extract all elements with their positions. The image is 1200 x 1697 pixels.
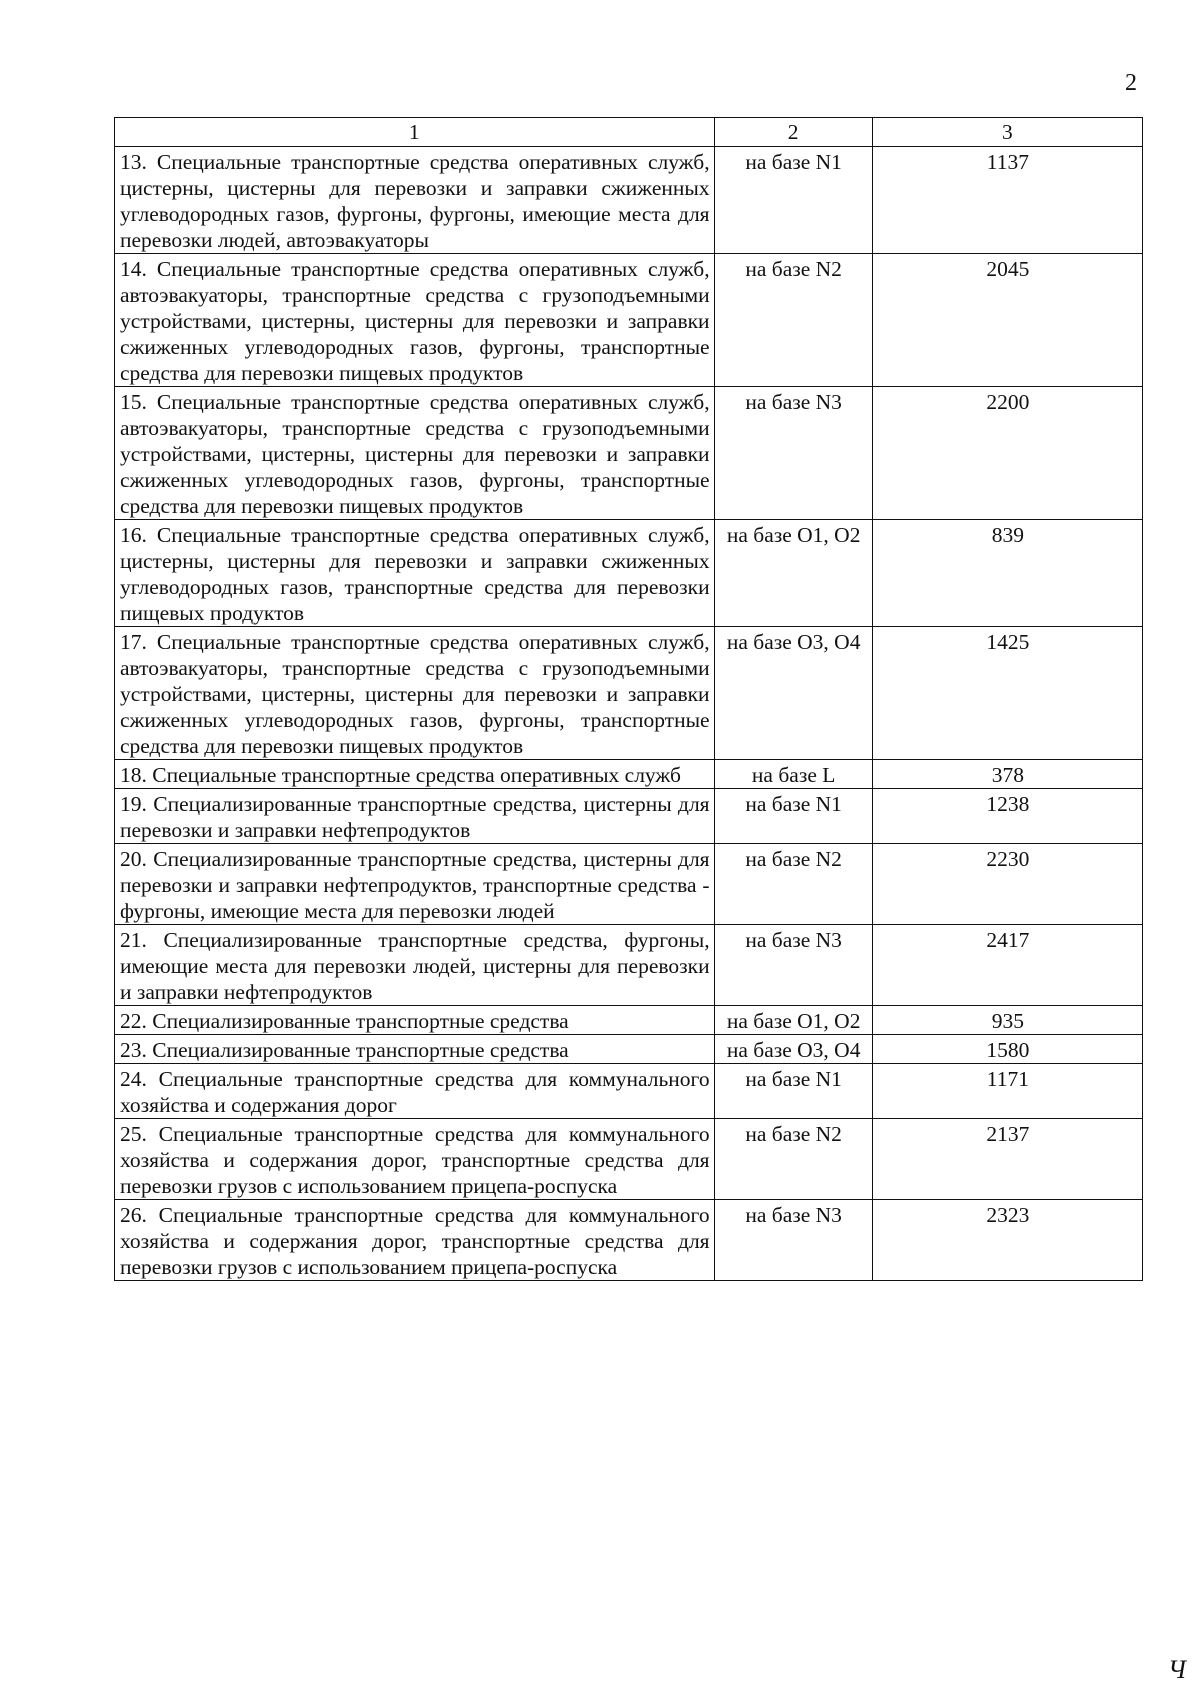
row-description: 26. Специальные транспортные средства для коммунального хозяйства и содержания дорог, транспортные средства для перевозки грузов с использованием прицепа-роспуска xyxy=(115,1200,715,1281)
page-number: 2 xyxy=(1125,70,1137,96)
table-header-row xyxy=(115,118,1143,147)
row-value: 2137 xyxy=(872,1119,1142,1200)
row-base: на базе O1, O2 xyxy=(714,520,872,627)
row-base: на базе O3, O4 xyxy=(714,1035,872,1064)
row-value: 2230 xyxy=(872,844,1142,925)
row-value: 378 xyxy=(872,760,1142,789)
row-base: на базе O3, O4 xyxy=(714,627,872,760)
table-row xyxy=(115,1200,1143,1281)
row-value: 2417 xyxy=(872,925,1142,1006)
table-row xyxy=(115,627,1143,760)
row-value: 1580 xyxy=(872,1035,1142,1064)
vehicle-table xyxy=(114,117,1143,1281)
row-base: на базе N1 xyxy=(714,147,872,254)
column-header-2: 2 xyxy=(714,118,872,147)
row-description: 16. Специальные транспортные средства оперативных служб, цистерны, цистерны для перевозки и заправки сжиженных углеводородных газов, транспортные средства для перевозки пищевых продуктов xyxy=(115,520,715,627)
table-row xyxy=(115,147,1143,254)
row-description: 13. Специальные транспортные средства оперативных служб, цистерны, цистерны для перевозки и заправки сжиженных углеводородных газов, фургоны, фургоны, имеющие места для перевозки людей, автоэвакуаторы xyxy=(115,147,715,254)
table-row xyxy=(115,760,1143,789)
row-value: 2323 xyxy=(872,1200,1142,1281)
row-description: 22. Специализированные транспортные средства xyxy=(115,1006,715,1035)
row-value: 2045 xyxy=(872,254,1142,387)
table-row xyxy=(115,1119,1143,1200)
row-base: на базе N2 xyxy=(714,1119,872,1200)
row-value: 1425 xyxy=(872,627,1142,760)
table-row xyxy=(115,789,1143,844)
row-base: на базе N2 xyxy=(714,844,872,925)
row-description: 21. Специализированные транспортные средства, фургоны, имеющие места для перевозки людей, цистерны для перевозки и заправки нефтепродуктов xyxy=(115,925,715,1006)
table-row xyxy=(115,1064,1143,1119)
row-description: 19. Специализированные транспортные средства, цистерны для перевозки и заправки нефтепродуктов xyxy=(115,789,715,844)
row-value: 1238 xyxy=(872,789,1142,844)
row-description: 18. Специальные транспортные средства оперативных служб xyxy=(115,760,715,789)
row-description: 17. Специальные транспортные средства оперативных служб, автоэвакуаторы, транспортные средства с грузоподъемными устройствами, цистерны, цистерны для перевозки и заправки сжиженных углеводородных газов, фургоны, транспортные средства для перевозки пищевых продуктов xyxy=(115,627,715,760)
column-header-1: 1 xyxy=(115,118,715,147)
row-value: 2200 xyxy=(872,387,1142,520)
table-row xyxy=(115,387,1143,520)
table-row xyxy=(115,254,1143,387)
row-base: на базе N3 xyxy=(714,1200,872,1281)
row-description: 20. Специализированные транспортные средства, цистерны для перевозки и заправки нефтепродуктов, транспортные средства - фургоны, имеющие места для перевозки людей xyxy=(115,844,715,925)
row-base: на базе O1, O2 xyxy=(714,1006,872,1035)
row-value: 839 xyxy=(872,520,1142,627)
column-header-3: 3 xyxy=(872,118,1142,147)
table-row xyxy=(115,844,1143,925)
row-value: 935 xyxy=(872,1006,1142,1035)
row-value: 1137 xyxy=(872,147,1142,254)
row-base: на базе N1 xyxy=(714,1064,872,1119)
row-description: 23. Специализированные транспортные средства xyxy=(115,1035,715,1064)
row-base: на базе N3 xyxy=(714,387,872,520)
row-value: 1171 xyxy=(872,1064,1142,1119)
row-description: 15. Специальные транспортные средства оперативных служб, автоэвакуаторы, транспортные средства с грузоподъемными устройствами, цистерны, цистерны для перевозки и заправки сжиженных углеводородных газов, фургоны, транспортные средства для перевозки пищевых продуктов xyxy=(115,387,715,520)
row-base: на базе N1 xyxy=(714,789,872,844)
row-description: 25. Специальные транспортные средства для коммунального хозяйства и содержания дорог, транспортные средства для перевозки грузов с использованием прицепа-роспуска xyxy=(115,1119,715,1200)
table-row xyxy=(115,1035,1143,1064)
row-base: на базе N2 xyxy=(714,254,872,387)
row-description: 14. Специальные транспортные средства оперативных служб, автоэвакуаторы, транспортные средства с грузоподъемными устройствами, цистерны, цистерны для перевозки и заправки сжиженных углеводородных газов, фургоны, транспортные средства для перевозки пищевых продуктов xyxy=(115,254,715,387)
table-row xyxy=(115,520,1143,627)
table-row xyxy=(115,925,1143,1006)
row-base: на базе L xyxy=(714,760,872,789)
row-description: 24. Специальные транспортные средства для коммунального хозяйства и содержания дорог xyxy=(115,1064,715,1119)
row-base: на базе N3 xyxy=(714,925,872,1006)
handwritten-margin-mark: Ч xyxy=(1168,1655,1186,1684)
table-row xyxy=(115,1006,1143,1035)
